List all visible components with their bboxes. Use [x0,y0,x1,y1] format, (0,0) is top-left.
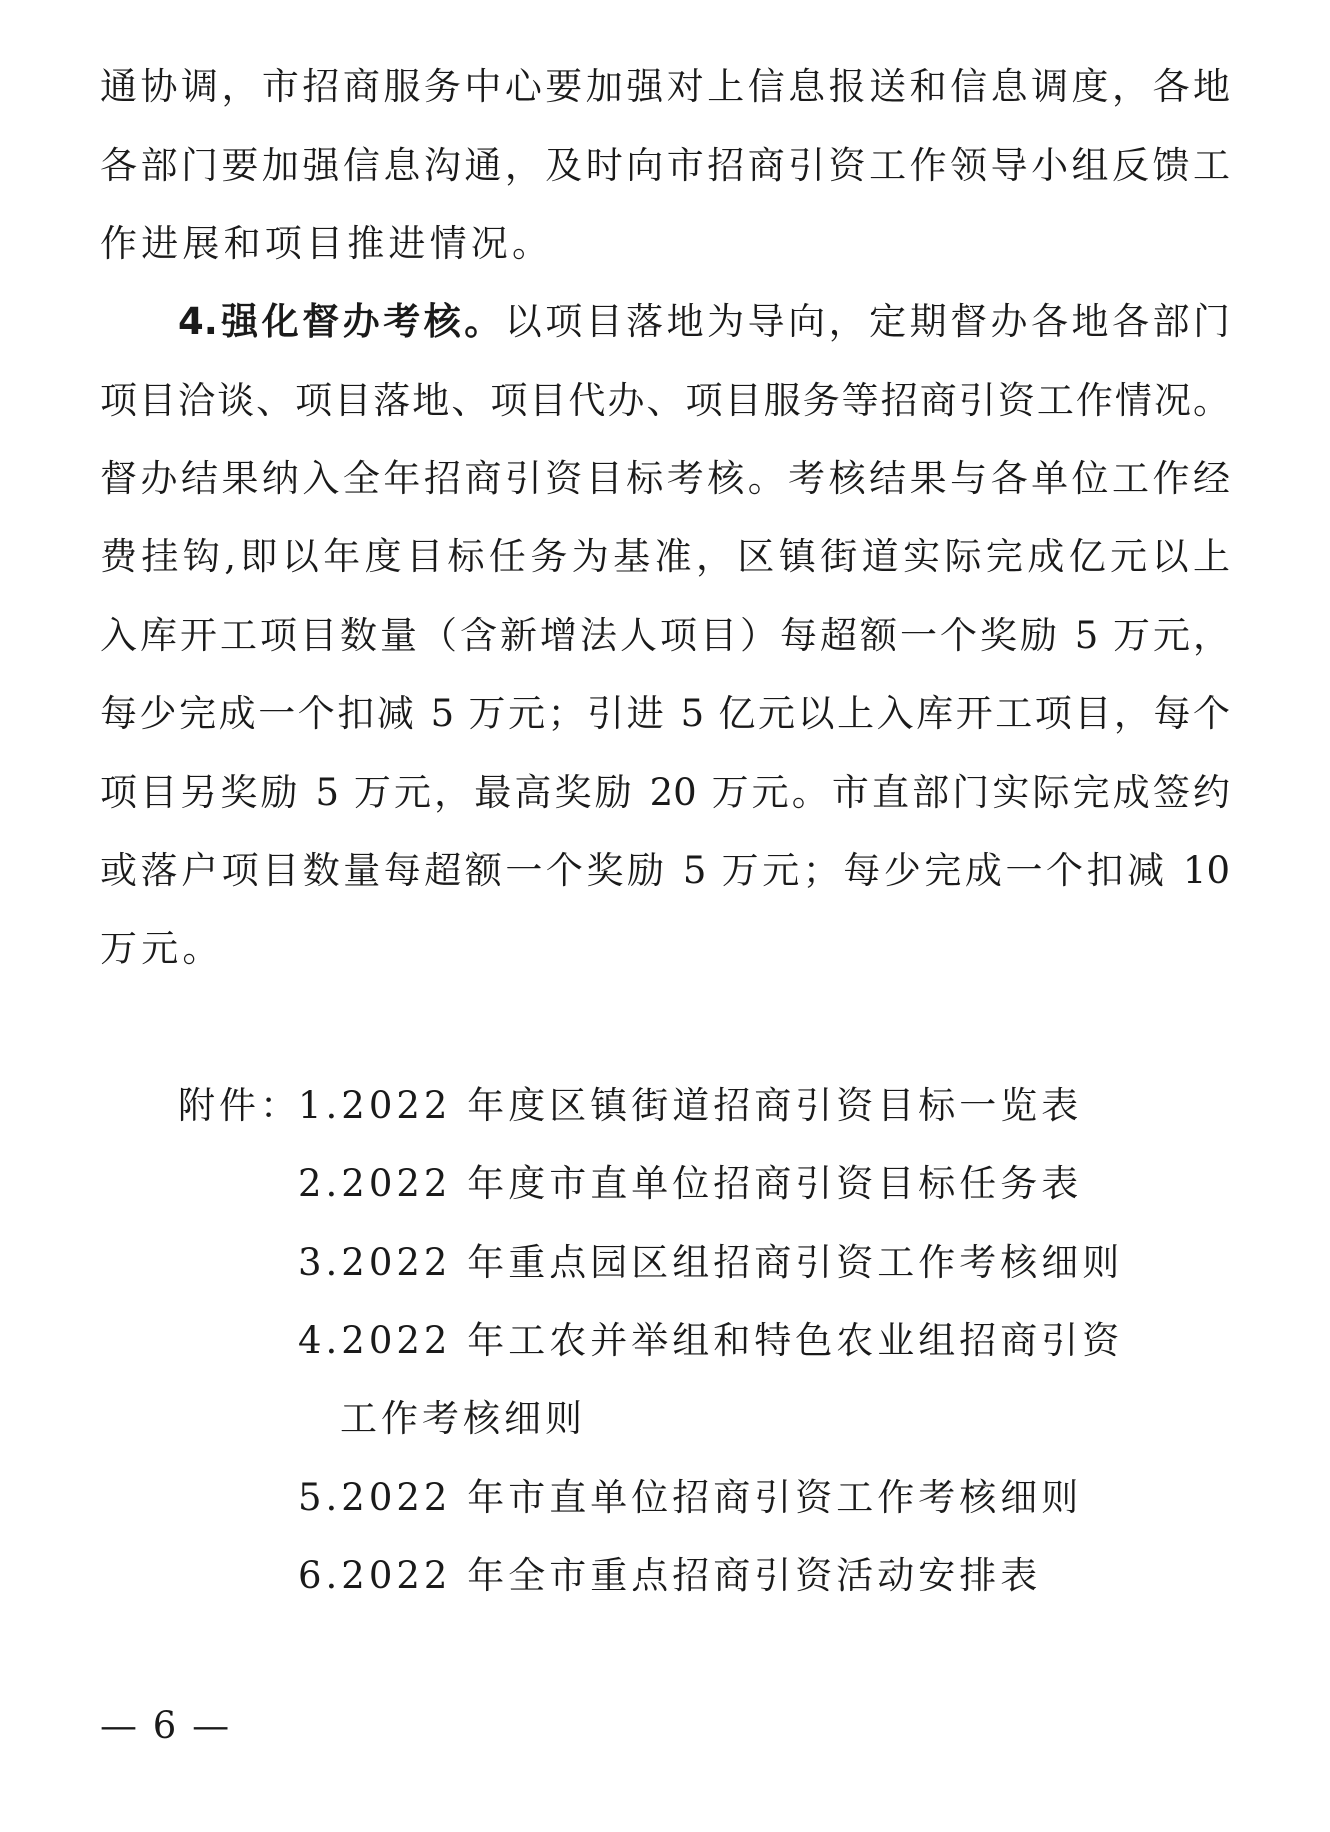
paragraph1-line-3: 作进展和项目推进情况。 [100,222,554,265]
section4-line-3: 督办结果纳入全年招商引资目标考核。考核结果与各单位工作经 [100,457,1230,500]
attachment-item-5: 5.2022 年市直单位招商引资工作考核细则 [298,1476,1083,1519]
attachments-label: 附件： [178,1084,301,1127]
section4-line-6: 每少完成一个扣减 5 万元；引进 5 亿元以上入库开工项目，每个 [100,692,1230,735]
attachment-item-6: 6.2022 年全市重点招商引资活动安排表 [298,1554,1042,1597]
attachment-item-3: 3.2022 年重点园区组招商引资工作考核细则 [298,1241,1124,1284]
section4-first-line-text: 以项目落地为导向，定期督办各地各部门 [504,300,1230,343]
section4-heading: 4.强化督办考核。 [178,300,505,343]
attachment-item-4: 4.2022 年工农并举组和特色农业组招商引资 [298,1319,1124,1362]
page-number: — 6 — [100,1704,232,1747]
attachment-item-1: 1.2022 年度区镇街道招商引资目标一览表 [298,1084,1083,1127]
section4-line-9: 万元。 [100,927,224,970]
section4-line-5: 入库开工项目数量（含新增法人项目）每超额一个奖励 5 万元， [100,614,1230,657]
section4-line-4: 费挂钩,即以年度目标任务为基准，区镇街道实际完成亿元以上 [100,535,1230,578]
attachment-item-2: 2.2022 年度市直单位招商引资目标任务表 [298,1162,1083,1205]
section4-line-8: 或落户项目数量每超额一个奖励 5 万元；每少完成一个扣减 10 [100,849,1230,892]
paragraph1-line-2: 各部门要加强信息沟通，及时向市招商引资工作领导小组反馈工 [100,144,1230,187]
attachment-item-4-continuation: 工作考核细则 [340,1397,586,1440]
section4-first-line [178,298,1230,346]
section4-line-2: 项目洽谈、项目落地、项目代办、项目服务等招商引资工作情况。 [100,379,1230,422]
paragraph1-line-1: 通协调，市招商服务中心要加强对上信息报送和信息调度，各地 [100,65,1230,108]
section4-line-7: 项目另奖励 5 万元，最高奖励 20 万元。市直部门实际完成签约 [100,771,1230,814]
